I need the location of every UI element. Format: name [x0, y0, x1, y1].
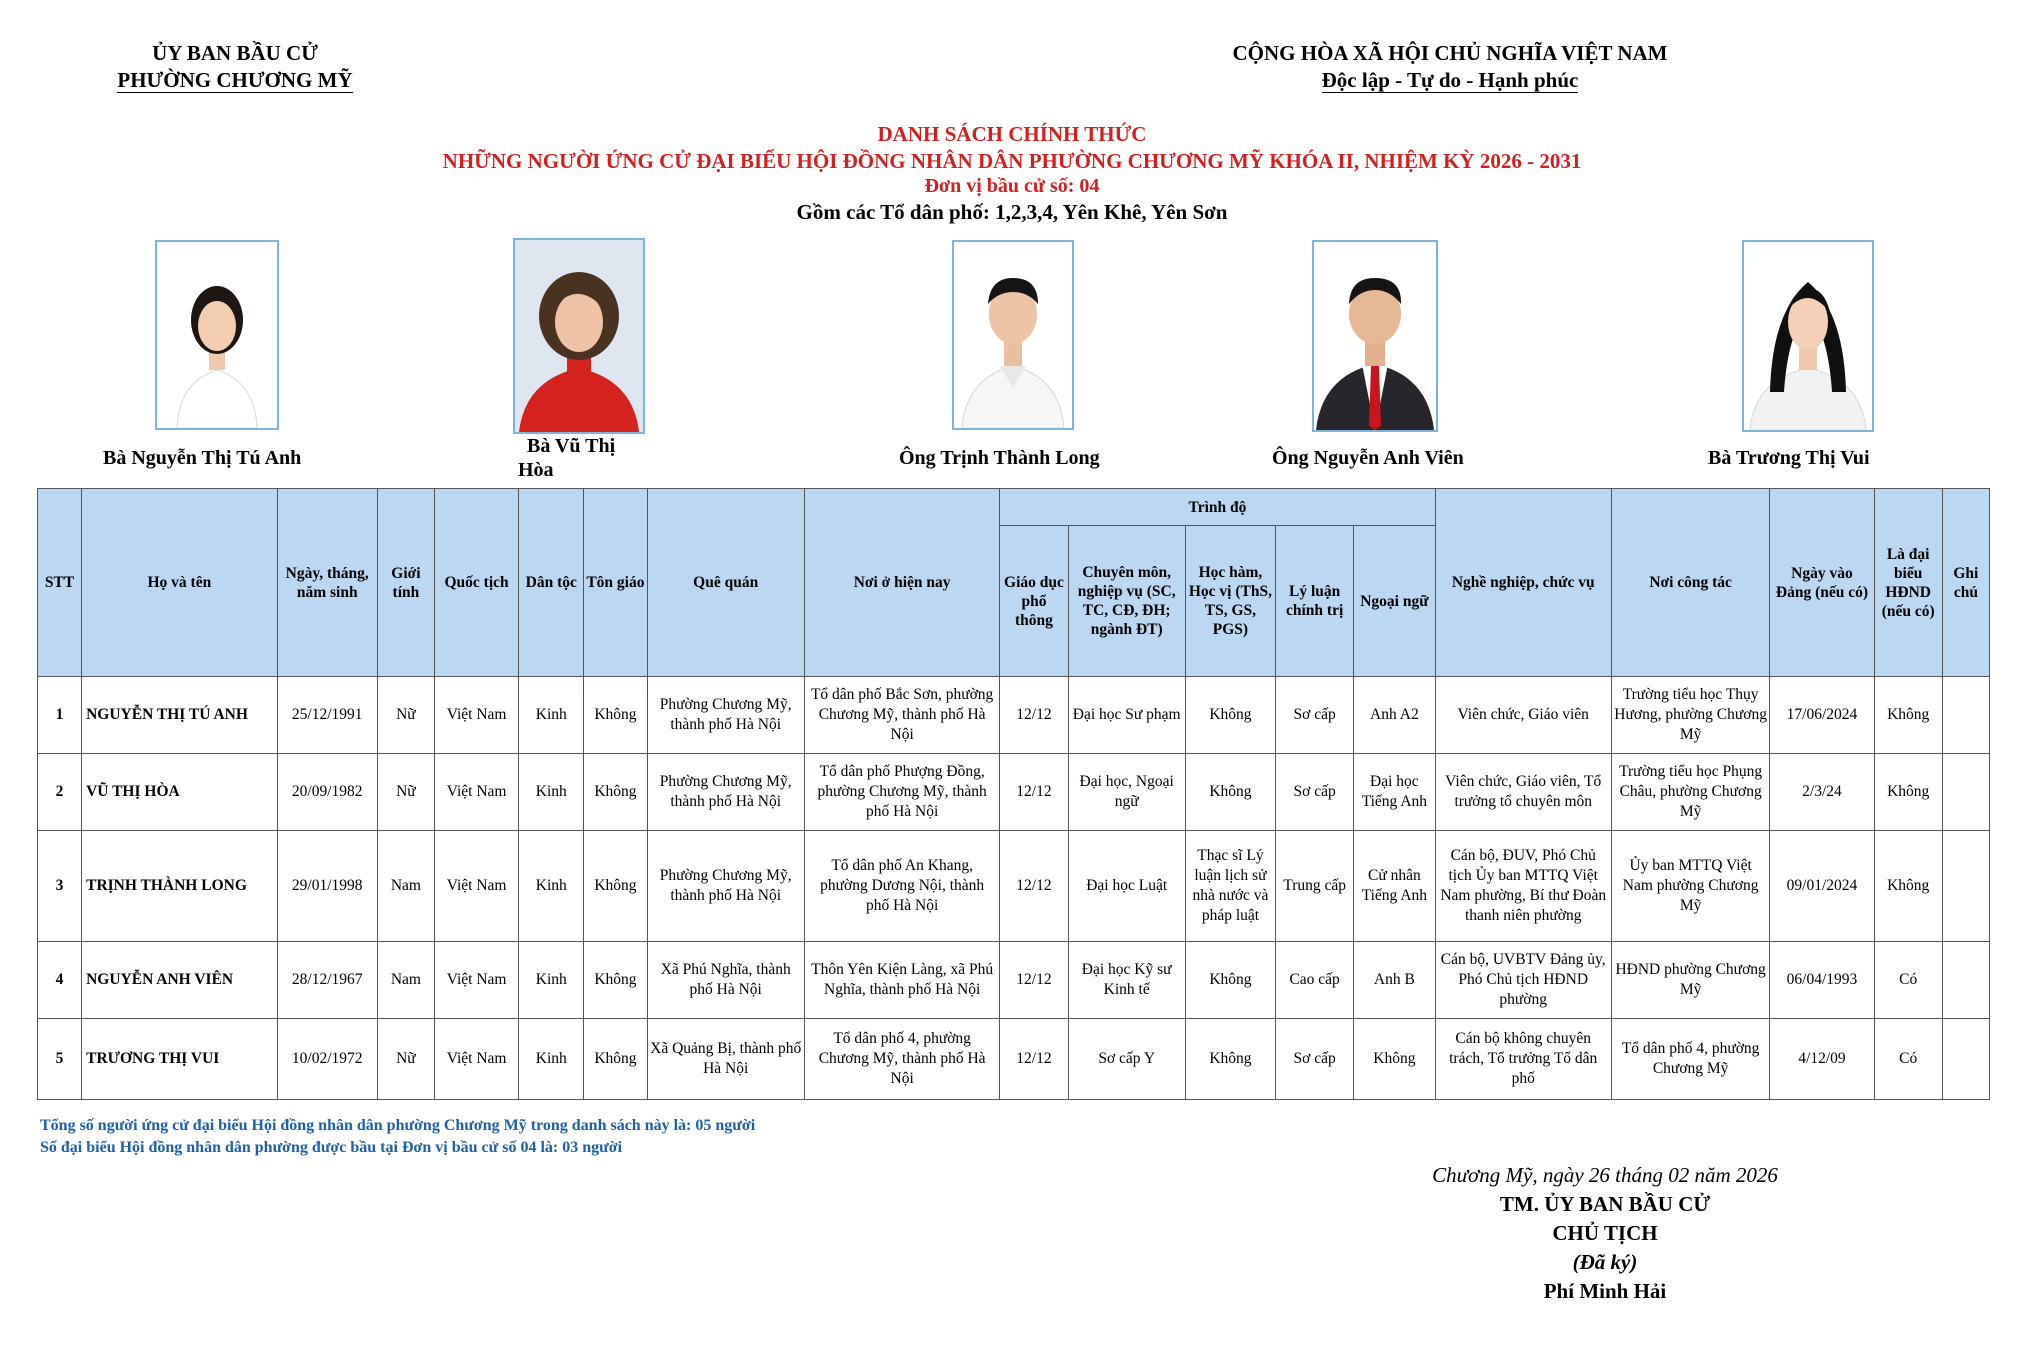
signature-role: CHỦ TỊCH [1552, 1221, 1658, 1245]
cell-edu-general: 12/12 [1000, 1019, 1068, 1100]
signature-block [1390, 1161, 1820, 1306]
cell-ethnicity: Kinh [519, 1019, 584, 1100]
cell-edu-specialty: Đại học Kỹ sư Kinh tế [1068, 942, 1185, 1019]
total-candidates-note: Tổng số người ứng cử đại biểu Hội đồng nhân dân phường Chương Mỹ trong danh sách này là: 05 người [40, 1117, 756, 1134]
col-notes: Ghi chú [1942, 489, 1989, 677]
cell-gender: Nam [377, 942, 434, 1019]
cell-stt: 4 [38, 942, 82, 1019]
cell-ethnicity: Kinh [519, 677, 584, 754]
candidate-photo-5 [1742, 240, 1874, 432]
col-occupation: Nghề nghiệp, chức vụ [1435, 489, 1611, 677]
cell-notes [1942, 1019, 1989, 1100]
elected-delegates-note: Số đại biểu Hội đồng nhân dân phường được bầu tại Đơn vị bầu cử số 04 là: 03 người [40, 1139, 623, 1156]
cell-stt: 5 [38, 1019, 82, 1100]
issuer-line2: PHƯỜNG CHƯƠNG MỸ [117, 68, 353, 92]
cell-dob: 25/12/1991 [277, 677, 377, 754]
cell-edu-political: Sơ cấp [1276, 1019, 1354, 1100]
cell-is-delegate: Có [1874, 1019, 1942, 1100]
cell-edu-specialty: Sơ cấp Y [1068, 1019, 1185, 1100]
col-hometown: Quê quán [647, 489, 804, 677]
col-edu-degree: Học hàm, Học vị (ThS, TS, GS, PGS) [1185, 526, 1275, 677]
cell-occupation: Cán bộ, ĐUV, Phó Chủ tịch Ủy ban MTTQ Việt Nam phường, Bí thư Đoàn thanh niên phường [1435, 831, 1611, 942]
cell-gender: Nữ [377, 1019, 434, 1100]
residential-groups: Gồm các Tổ dân phố: 1,2,3,4, Yên Khê, Yên Sơn [796, 200, 1228, 224]
cell-workplace: HĐND phường Chương Mỹ [1611, 942, 1769, 1019]
signature-org: TM. ỦY BAN BẦU CỬ [1499, 1192, 1711, 1216]
candidate-caption-5: Bà Trương Thị Vui [1708, 447, 1870, 469]
cell-dob: 29/01/1998 [277, 831, 377, 942]
cell-occupation: Viên chức, Giáo viên [1435, 677, 1611, 754]
cell-workplace: Trường tiểu học Phụng Châu, phường Chương Mỹ [1611, 754, 1769, 831]
cell-dob: 20/09/1982 [277, 754, 377, 831]
cell-edu-language: Không [1354, 1019, 1435, 1100]
cell-nationality: Việt Nam [434, 754, 518, 831]
cell-stt: 1 [38, 677, 82, 754]
cell-residence: Thôn Yên Kiện Làng, xã Phú Nghĩa, thành phố Hà Nội [804, 942, 999, 1019]
cell-edu-general: 12/12 [1000, 677, 1068, 754]
cell-party-date: 2/3/24 [1770, 754, 1874, 831]
cell-hometown: Phường Chương Mỹ, thành phố Hà Nội [647, 677, 804, 754]
col-stt: STT [38, 489, 82, 677]
cell-edu-language: Đại học Tiếng Anh [1354, 754, 1435, 831]
candidate-caption-3: Ông Trịnh Thành Long [899, 447, 1100, 469]
cell-workplace: Ủy ban MTTQ Việt Nam phường Chương Mỹ [1611, 831, 1769, 942]
cell-party-date: 06/04/1993 [1770, 942, 1874, 1019]
national-name: CỘNG HÒA XÃ HỘI CHỦ NGHĨA VIỆT NAM [1232, 41, 1668, 65]
cell-ethnicity: Kinh [519, 754, 584, 831]
cell-party-date: 17/06/2024 [1770, 677, 1874, 754]
col-gender: Giới tính [377, 489, 434, 677]
col-name: Họ và tên [82, 489, 277, 677]
col-party-date: Ngày vào Đảng (nếu có) [1770, 489, 1874, 677]
cell-edu-general: 12/12 [1000, 754, 1068, 831]
cell-notes [1942, 677, 1989, 754]
table-header-row [38, 489, 1990, 526]
cell-edu-political: Cao cấp [1276, 942, 1354, 1019]
cell-edu-degree: Không [1185, 677, 1275, 754]
issuer-block [95, 40, 375, 94]
col-residence: Nơi ở hiện nay [804, 489, 999, 677]
cell-name: NGUYỄN THỊ TÚ ANH [82, 677, 277, 754]
col-edu-general: Giáo dục phổ thông [1000, 526, 1068, 677]
cell-party-date: 4/12/09 [1770, 1019, 1874, 1100]
cell-workplace: Trường tiểu học Thụy Hương, phường Chương Mỹ [1611, 677, 1769, 754]
cell-is-delegate: Không [1874, 754, 1942, 831]
cell-hometown: Xã Quảng Bị, thành phố Hà Nội [647, 1019, 804, 1100]
col-edu-political: Lý luận chính trị [1276, 526, 1354, 677]
candidate-photo-4 [1312, 240, 1438, 432]
candidate-caption-1: Bà Nguyễn Thị Tú Anh [103, 447, 302, 469]
candidate-table [37, 488, 1990, 1100]
cell-residence: Tổ dân phố An Khang, phường Dương Nội, thành phố Hà Nội [804, 831, 999, 942]
cell-hometown: Phường Chương Mỹ, thành phố Hà Nội [647, 754, 804, 831]
cell-occupation: Viên chức, Giáo viên, Tổ trưởng tổ chuyên môn [1435, 754, 1611, 831]
cell-edu-degree: Không [1185, 1019, 1275, 1100]
national-header [1230, 40, 1670, 94]
cell-edu-general: 12/12 [1000, 942, 1068, 1019]
cell-workplace: Tổ dân phố 4, phường Chương Mỹ [1611, 1019, 1769, 1100]
cell-hometown: Phường Chương Mỹ, thành phố Hà Nội [647, 831, 804, 942]
cell-edu-specialty: Đại học Luật [1068, 831, 1185, 942]
cell-religion: Không [584, 754, 647, 831]
cell-ethnicity: Kinh [519, 831, 584, 942]
table-row [38, 942, 1990, 1019]
cell-notes [1942, 831, 1989, 942]
cell-religion: Không [584, 677, 647, 754]
cell-name: TRỊNH THÀNH LONG [82, 831, 277, 942]
signature-status: (Đã ký) [1572, 1250, 1638, 1274]
col-edu-language: Ngoại ngữ [1354, 526, 1435, 677]
cell-ethnicity: Kinh [519, 942, 584, 1019]
cell-edu-political: Sơ cấp [1276, 754, 1354, 831]
cell-gender: Nữ [377, 677, 434, 754]
doc-title: DANH SÁCH CHÍNH THỨC [877, 122, 1147, 146]
cell-edu-degree: Không [1185, 942, 1275, 1019]
col-religion: Tôn giáo [584, 489, 647, 677]
cell-name: VŨ THỊ HÒA [82, 754, 277, 831]
candidate-photo-1 [155, 240, 279, 430]
cell-dob: 10/02/1972 [277, 1019, 377, 1100]
cell-nationality: Việt Nam [434, 677, 518, 754]
table-row [38, 754, 1990, 831]
cell-stt: 2 [38, 754, 82, 831]
cell-is-delegate: Không [1874, 831, 1942, 942]
cell-edu-political: Sơ cấp [1276, 677, 1354, 754]
col-edu-specialty: Chuyên môn, nghiệp vụ (SC, TC, CĐ, ĐH; ngành ĐT) [1068, 526, 1185, 677]
cell-residence: Tổ dân phố Phượng Đồng, phường Chương Mỹ, thành phố Hà Nội [804, 754, 999, 831]
cell-nationality: Việt Nam [434, 942, 518, 1019]
cell-notes [1942, 942, 1989, 1019]
cell-nationality: Việt Nam [434, 831, 518, 942]
signature-place-date: Chương Mỹ, ngày 26 tháng 02 năm 2026 [1432, 1163, 1778, 1187]
cell-edu-specialty: Đại học Sư phạm [1068, 677, 1185, 754]
col-nationality: Quốc tịch [434, 489, 518, 677]
candidate-photo-2 [513, 238, 645, 434]
candidate-photo-3 [952, 240, 1074, 430]
cell-edu-specialty: Đại học, Ngoại ngữ [1068, 754, 1185, 831]
cell-stt: 3 [38, 831, 82, 942]
issuer-line1: ỦY BAN BẦU CỬ [152, 41, 318, 65]
cell-name: TRƯƠNG THỊ VUI [82, 1019, 277, 1100]
doc-subtitle: NHỮNG NGƯỜI ỨNG CỬ ĐẠI BIỂU HỘI ĐỒNG NHÂN DÂN PHƯỜNG CHƯƠNG MỸ KHÓA II, NHIỆM KỲ 2026 - 2031 [442, 149, 1582, 173]
candidate-caption-4: Ông Nguyễn Anh Viên [1272, 447, 1464, 469]
cell-dob: 28/12/1967 [277, 942, 377, 1019]
cell-notes [1942, 754, 1989, 831]
col-is-delegate: Là đại biểu HĐND (nếu có) [1874, 489, 1942, 677]
cell-residence: Tổ dân phố Bắc Sơn, phường Chương Mỹ, thành phố Hà Nội [804, 677, 999, 754]
cell-occupation: Cán bộ, UVBTV Đảng ủy, Phó Chủ tịch HĐND phường [1435, 942, 1611, 1019]
cell-gender: Nữ [377, 754, 434, 831]
cell-is-delegate: Không [1874, 677, 1942, 754]
cell-edu-general: 12/12 [1000, 831, 1068, 942]
cell-religion: Không [584, 1019, 647, 1100]
table-row [38, 677, 1990, 754]
table-row [38, 831, 1990, 942]
cell-religion: Không [584, 942, 647, 1019]
col-education-group: Trình độ [1000, 489, 1435, 526]
col-ethnicity: Dân tộc [519, 489, 584, 677]
candidate-caption-2b: Hòa [518, 459, 554, 481]
cell-edu-language: Anh B [1354, 942, 1435, 1019]
cell-nationality: Việt Nam [434, 1019, 518, 1100]
cell-name: NGUYỄN ANH VIÊN [82, 942, 277, 1019]
cell-edu-language: Anh A2 [1354, 677, 1435, 754]
col-dob: Ngày, tháng, năm sinh [277, 489, 377, 677]
cell-hometown: Xã Phú Nghĩa, thành phố Hà Nội [647, 942, 804, 1019]
cell-edu-political: Trung cấp [1276, 831, 1354, 942]
cell-is-delegate: Có [1874, 942, 1942, 1019]
cell-residence: Tổ dân phố 4, phường Chương Mỹ, thành phố Hà Nội [804, 1019, 999, 1100]
signer-name: Phí Minh Hải [1543, 1279, 1667, 1303]
cell-occupation: Cán bộ không chuyên trách, Tổ trưởng Tổ dân phố [1435, 1019, 1611, 1100]
col-workplace: Nơi công tác [1611, 489, 1769, 677]
cell-edu-language: Cử nhân Tiếng Anh [1354, 831, 1435, 942]
electoral-unit: Đơn vị bầu cử số: 04 [924, 175, 1100, 197]
candidate-caption-2a: Bà Vũ Thị [527, 435, 616, 457]
national-motto: Độc lập - Tự do - Hạnh phúc [1321, 68, 1579, 92]
cell-party-date: 09/01/2024 [1770, 831, 1874, 942]
cell-edu-degree: Không [1185, 754, 1275, 831]
cell-gender: Nam [377, 831, 434, 942]
cell-religion: Không [584, 831, 647, 942]
cell-edu-degree: Thạc sĩ Lý luận lịch sử nhà nước và pháp luật [1185, 831, 1275, 942]
table-row [38, 1019, 1990, 1100]
